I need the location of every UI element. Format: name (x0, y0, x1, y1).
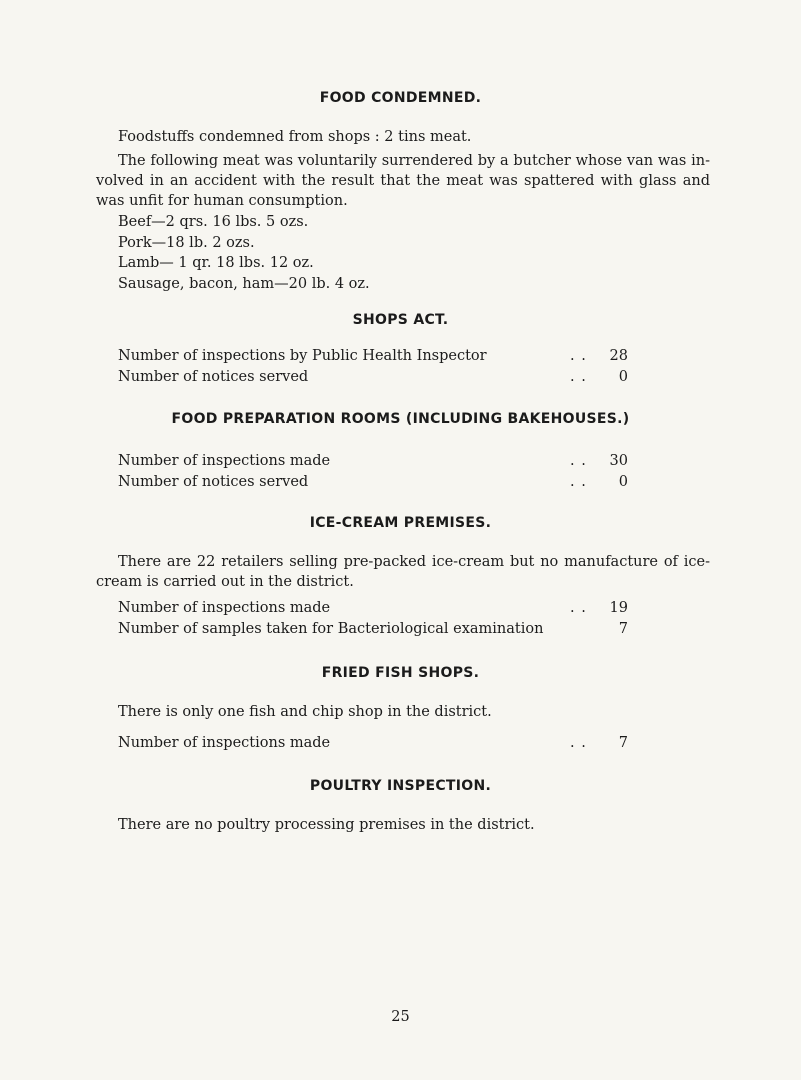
voluntary-surrender-paragraph: The following meat was voluntarily surrendered by a butcher whose van was in- volved in an accident with the result that the meat was spattered with glass and was unfit for human consumption. (96, 153, 710, 209)
meat-item-beef: Beef—2 qrs. 16 lbs. 5 ozs. (118, 214, 309, 230)
food-preparation-row (118, 454, 638, 472)
row-leader: . . (570, 348, 587, 364)
row-label: Number of inspections made (118, 600, 331, 616)
poultry-heading: POULTRY INSPECTION. (309, 778, 492, 794)
food-condemned-heading: FOOD CONDEMNED. (319, 90, 482, 106)
food-preparation-row (118, 475, 638, 493)
ice-cream-heading: ICE-CREAM PREMISES. (309, 515, 492, 531)
shops-act-row (118, 370, 638, 388)
row-leader: . . (570, 735, 587, 751)
meat-item-pork: Pork—18 lb. 2 ozs. (118, 235, 255, 251)
condemned-shops-paragraph: Foodstuffs condemned from shops : 2 tins meat. (118, 129, 472, 145)
row-value: 0 (618, 474, 628, 490)
page-number: 25 (391, 1009, 410, 1025)
row-label: Number of notices served (118, 474, 309, 490)
fried-fish-row (118, 736, 638, 754)
food-preparation-heading: FOOD PREPARATION ROOMS (INCLUDING BAKEHOUSES.) (171, 411, 630, 427)
row-label: Number of samples taken for Bacteriological examination (118, 621, 544, 637)
ice-cream-row (118, 622, 638, 640)
row-leader: . . (570, 453, 587, 469)
row-label: Number of inspections made (118, 453, 331, 469)
meat-item-lamb: Lamb— 1 qr. 18 lbs. 12 oz. (118, 255, 314, 271)
fried-fish-heading: FRIED FISH SHOPS. (321, 665, 480, 681)
row-leader: . . (570, 474, 587, 490)
shops-act-heading: SHOPS ACT. (352, 312, 449, 328)
row-leader: . . (570, 600, 587, 616)
poultry-paragraph: There are no poultry processing premises in the district. (118, 817, 535, 833)
shops-act-row (118, 349, 638, 367)
ice-cream-row (118, 601, 638, 619)
row-label: Number of inspections made (118, 735, 331, 751)
row-leader: . . (570, 369, 587, 385)
row-value: 7 (618, 735, 628, 751)
meat-item-sausage: Sausage, bacon, ham—20 lb. 4 oz. (118, 276, 370, 292)
row-value: 30 (609, 453, 628, 469)
fried-fish-paragraph: There is only one fish and chip shop in the district. (118, 704, 492, 720)
row-value: 7 (618, 621, 628, 637)
row-label: Number of notices served (118, 369, 309, 385)
row-value: 0 (618, 369, 628, 385)
row-value: 19 (609, 600, 628, 616)
row-value: 28 (609, 348, 628, 364)
row-label: Number of inspections by Public Health Inspector (118, 348, 487, 364)
ice-cream-paragraph: There are 22 retailers selling pre-packed ice-cream but no manufacture of ice-cream is carried out in the district. (96, 554, 710, 590)
